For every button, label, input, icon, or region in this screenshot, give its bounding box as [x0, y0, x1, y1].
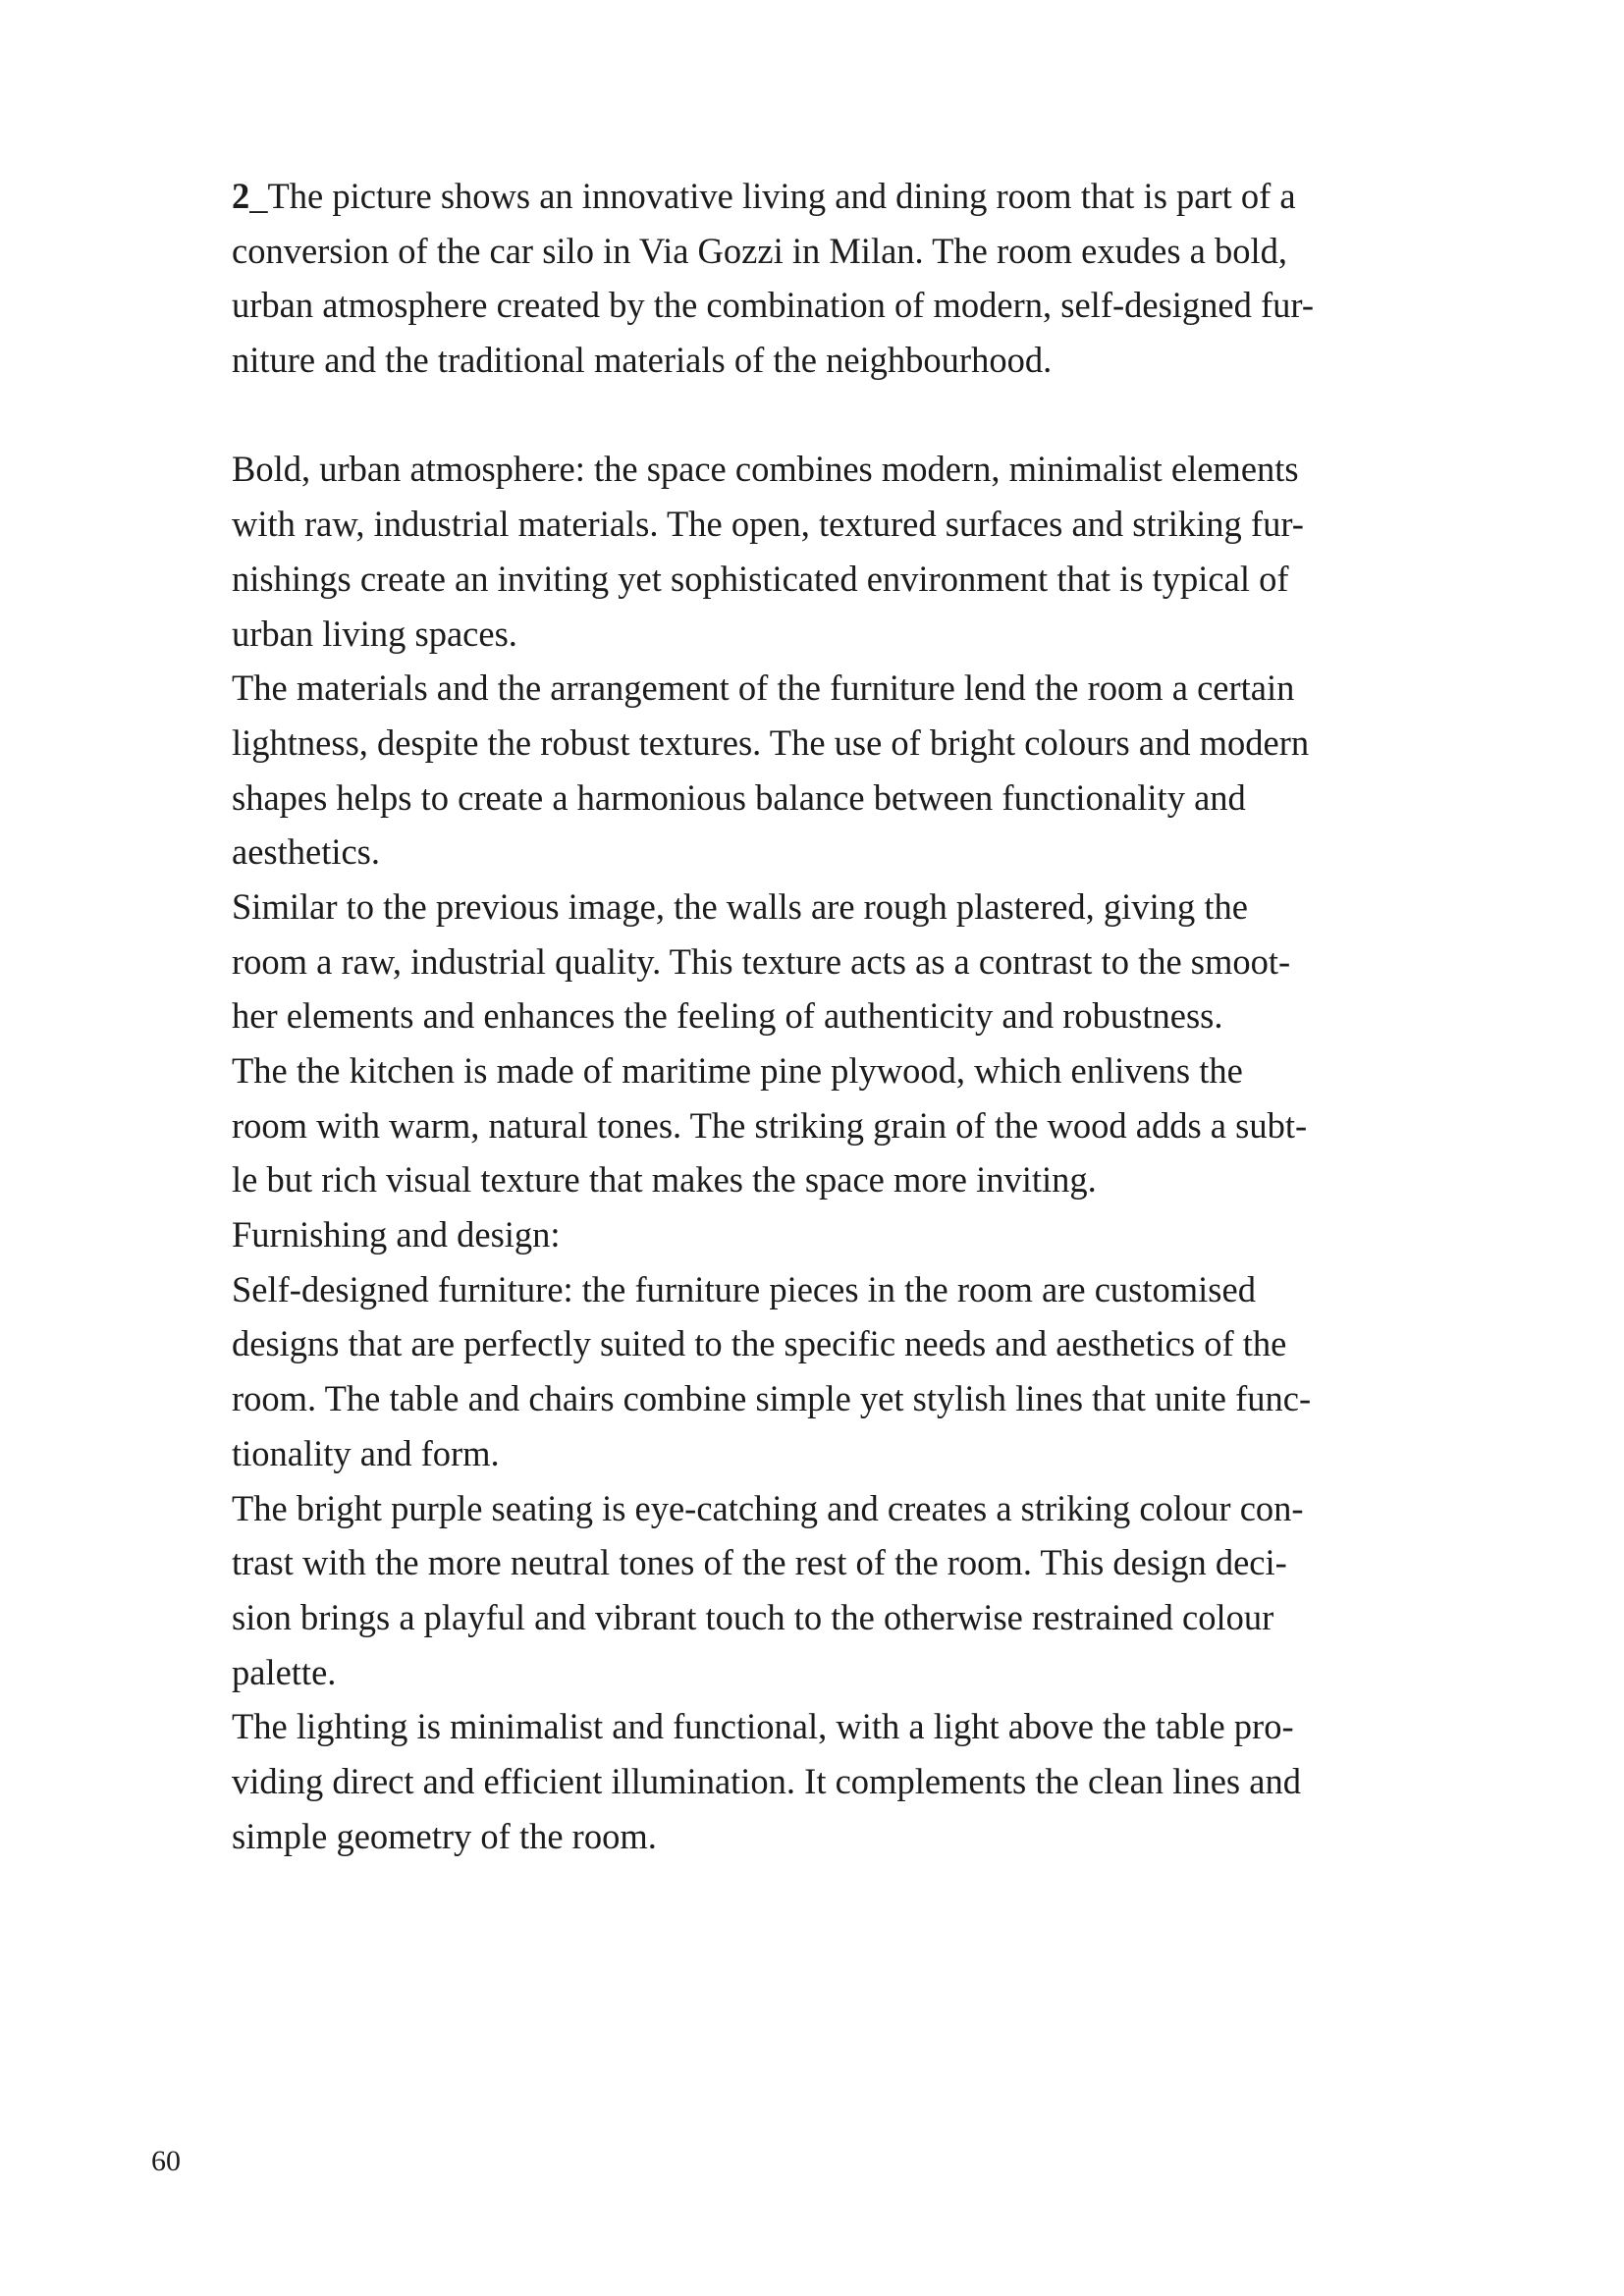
paragraph-line: room. The table and chairs combine simple yet stylish lines that unite func- — [232, 1378, 1312, 1419]
paragraph-line: niture and the traditional materials of the neighbourhood. — [232, 340, 1053, 381]
paragraph-line: room a raw, industrial quality. This texture acts as a contrast to the smoot- — [232, 940, 1291, 982]
paragraph-line: Similar to the previous image, the walls are rough plastered, giving the — [232, 885, 1248, 927]
paragraph-line: le but rich visual texture that makes the space more inviting. — [232, 1159, 1097, 1201]
page-number: 60 — [151, 2145, 181, 2177]
paragraph-line: lightness, despite the robust textures. The use of bright colours and modern — [232, 721, 1310, 763]
paragraph-line: designs that are perfectly suited to the specific needs and aesthetics of the — [232, 1323, 1287, 1364]
paragraph-line: aesthetics. — [232, 831, 381, 873]
paragraph-line — [232, 169, 1449, 224]
paragraph-line: with raw, industrial materials. The open, textured surfaces and striking fur- — [232, 504, 1304, 545]
body-lines — [232, 442, 1449, 1863]
intro-line-text: _The picture shows an innovative living and dining room that is part of a — [249, 176, 1296, 216]
paragraph-spacer — [232, 388, 1449, 443]
paragraph-line: The the kitchen is made of maritime pine plywood, which enlivens the — [232, 1050, 1243, 1091]
paragraph-line: simple geometry of the room. — [232, 1815, 657, 1856]
paragraph-line: Furnishing and design: — [232, 1214, 561, 1255]
paragraph-line: Self-designed furniture: the furniture pieces in the room are customised — [232, 1268, 1256, 1309]
paragraph-line: urban living spaces. — [232, 613, 517, 654]
paragraph-line: urban atmosphere created by the combination of modern, self-designed fur- — [232, 285, 1314, 326]
paragraph-line: The lighting is minimalist and functional, with a light above the table pro- — [232, 1706, 1294, 1747]
paragraph-line: palette. — [232, 1651, 337, 1692]
paragraph-line: The materials and the arrangement of the furniture lend the room a certain — [232, 667, 1295, 709]
paragraph-line: room with warm, natural tones. The striking grain of the wood adds a subt- — [232, 1104, 1308, 1146]
paragraph-line: shapes helps to create a harmonious balance between functionality and — [232, 776, 1246, 818]
body-text — [232, 169, 1449, 1863]
paragraph-line: conversion of the car silo in Via Gozzi in Milan. The room exudes a bold, — [232, 230, 1287, 271]
paragraph-line: The bright purple seating is eye-catching and creates a striking colour con- — [232, 1487, 1304, 1528]
section-number: 2 — [232, 176, 250, 216]
paragraph-line: her elements and enhances the feeling of authenticity and robustness. — [232, 995, 1223, 1037]
paragraph-line: trast with the more neutral tones of the rest of the room. This design deci- — [232, 1542, 1287, 1583]
paragraph-line: sion brings a playful and vibrant touch to the otherwise restrained colour — [232, 1596, 1274, 1637]
paragraph-line: tionality and form. — [232, 1432, 500, 1473]
paragraph-line: viding direct and efficient illumination. It complements the clean lines and — [232, 1760, 1301, 1801]
paragraph-line: Bold, urban atmosphere: the space combines modern, minimalist elements — [232, 449, 1299, 490]
paragraph-line: nishings create an inviting yet sophisticated environment that is typical of — [232, 558, 1289, 599]
